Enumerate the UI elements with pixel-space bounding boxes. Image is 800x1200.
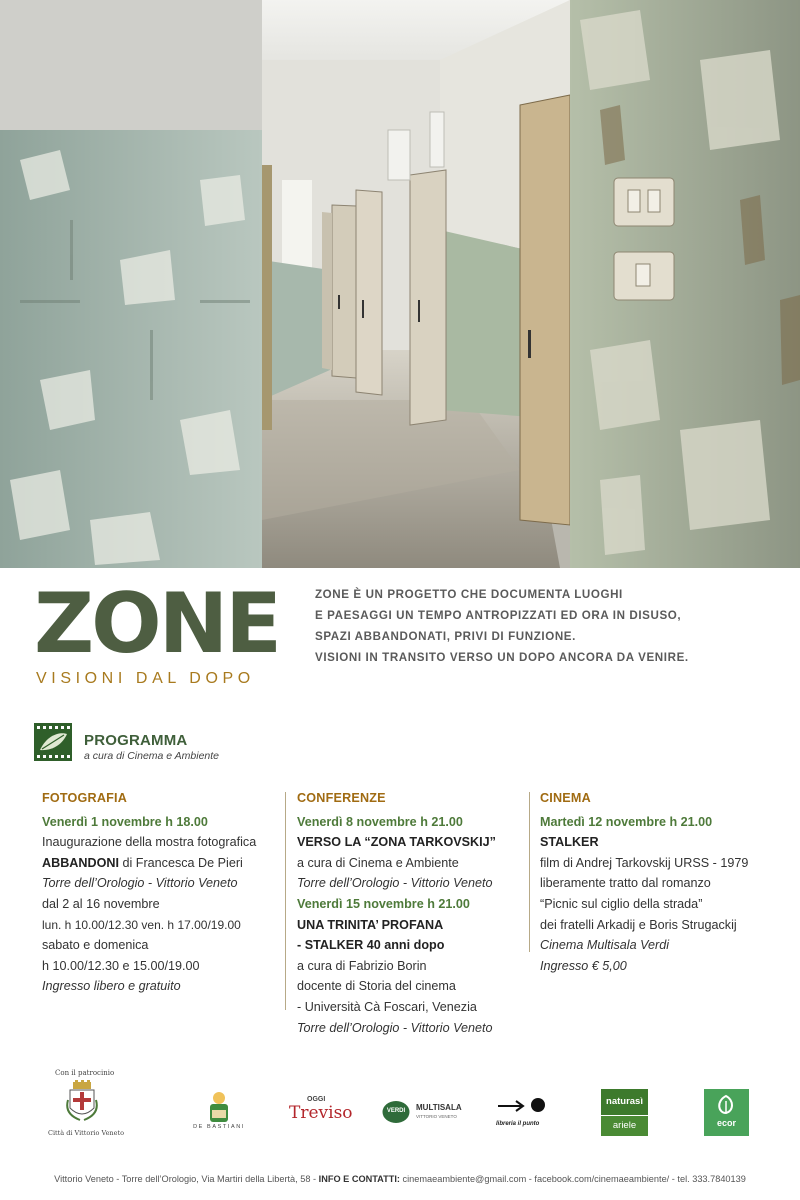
ecor-leaf-icon: [704, 1089, 749, 1119]
event-line: dal 2 al 16 novembre: [42, 896, 160, 911]
event-line: liberamente tratto dal romanzo: [540, 876, 711, 891]
film-leaf-icon: [34, 723, 72, 761]
intro-line: SPAZI ABBANDONATI, PRIVI DI FUNZIONE.: [315, 630, 576, 643]
verdi-label: VERDI: [386, 1108, 406, 1114]
cinema-e-ambiente-logo: [34, 723, 72, 761]
vittorio-veneto-crest-logo: [66, 1080, 98, 1131]
footer-address: Vittorio Veneto - Torre dell’Orologio, Via Martiri della Libertà, 58 -: [54, 1174, 319, 1184]
event-line: sabato e domenica: [42, 938, 149, 953]
event-line: docente di Storia del cinema: [297, 979, 456, 994]
footer-info-label: INFO E CONTATTI:: [318, 1174, 400, 1184]
cinema-heading: CINEMA: [540, 791, 591, 805]
bastiani-label: DE BASTIANI: [193, 1124, 245, 1130]
intro-line: ZONE È UN PROGETTO CHE DOCUMENTA LUOGHI: [315, 588, 623, 601]
event-curator: a cura di Fabrizio Borin: [297, 958, 427, 973]
intro-line: VISIONI IN TRANSITO VERSO UN DOPO ANCORA DA VENIRE.: [315, 651, 689, 664]
zone-title: ZONE: [34, 575, 279, 672]
ariele-label: ariele: [601, 1115, 648, 1136]
event-title: STALKER: [540, 835, 599, 850]
oggi-label: OGGI: [307, 1096, 326, 1103]
event-title: ABBANDONI: [42, 855, 119, 870]
fotografia-heading: FOTOGRAFIA: [42, 791, 128, 805]
coat-of-arms-icon: [66, 1080, 98, 1126]
arrow-dot-icon: [496, 1098, 548, 1114]
intro-text: [315, 584, 785, 668]
event-hours: lun. h 10.00/12.30 ven. h 17.00/19.00: [42, 917, 241, 932]
event-venue: Cinema Multisala Verdi: [540, 938, 670, 953]
conferenze-column: [297, 788, 519, 1038]
event-hours: h 10.00/12.30 e 15.00/19.00: [42, 958, 200, 973]
naturasi-label: naturasì: [601, 1089, 648, 1115]
event-author: di Francesca De Pieri: [118, 855, 243, 870]
event-date: Martedì 12 novembre h 21.00: [540, 814, 713, 829]
programma-title: PROGRAMMA: [84, 732, 188, 749]
footer-contact-details: cinemaeambiente@gmail.com - facebook.com/cinemaeambiente/ - tel. 333.7840139: [399, 1174, 746, 1184]
libreria-il-punto-logo: [496, 1098, 556, 1127]
footer-contacts: [0, 1174, 800, 1184]
intro-line: E PAESAGGI UN TEMPO ANTROPIZZATI ED ORA IN DISUSO,: [315, 609, 682, 622]
event-line: dei fratelli Arkadij e Boris Strugackij: [540, 917, 737, 932]
multisala-sub-label: VITTORIO VENETO: [416, 1114, 457, 1119]
conferenze-heading: CONFERENZE: [297, 791, 386, 805]
oggi-treviso-logo: [289, 1096, 353, 1122]
de-bastiani-logo: [190, 1090, 248, 1141]
treviso-label: Treviso: [289, 1103, 353, 1123]
event-title: - STALKER 40 anni dopo: [297, 938, 445, 953]
programma-subtitle: a cura di Cinema e Ambiente: [84, 750, 220, 762]
event-title: UNA TRINITA’ PROFANA: [297, 917, 444, 932]
event-curator: a cura di Cinema e Ambiente: [297, 855, 459, 870]
patrocinio-label: Con il patrocinio: [55, 1069, 115, 1077]
event-entry: Ingresso € 5,00: [540, 958, 627, 973]
event-entry: Ingresso libero e gratuito: [42, 979, 181, 994]
event-venue: Torre dell’Orologio - Vittorio Veneto: [42, 876, 238, 891]
column-divider: [529, 792, 530, 952]
event-title-line: [42, 853, 278, 874]
cinema-column: [540, 788, 770, 976]
zone-subtitle: VISIONI DAL DOPO: [36, 670, 255, 687]
libreria-label: libreria il punto: [496, 1121, 540, 1127]
multisala-verdi-logo: [382, 1100, 462, 1129]
event-line: Inaugurazione della mostra fotografica: [42, 835, 257, 850]
event-title: VERSO LA “ZONA TARKOVSKIJ”: [297, 835, 496, 850]
ecor-logo: [704, 1089, 749, 1136]
fotografia-column: [42, 788, 278, 997]
naturasi-ariele-logo: [601, 1089, 648, 1135]
multisala-label: MULTISALA: [416, 1103, 462, 1112]
event-date: Venerdì 15 novembre h 21.00: [297, 896, 470, 911]
event-date: Venerdì 8 novembre h 21.00: [297, 814, 463, 829]
event-line: “Picnic sul ciglio della strada”: [540, 896, 703, 911]
event-line: - Università Cà Foscari, Venezia: [297, 999, 477, 1014]
event-date: Venerdì 1 novembre h 18.00: [42, 814, 208, 829]
event-venue: Torre dell’Orologio - Vittorio Veneto: [297, 1020, 493, 1035]
column-divider: [285, 792, 286, 1010]
citta-label: Città di Vittorio Veneto: [48, 1129, 124, 1137]
abandoned-corridor-image: [0, 0, 800, 568]
hero-photo: [0, 0, 800, 568]
event-venue: Torre dell’Orologio - Vittorio Veneto: [297, 876, 493, 891]
ecor-label: ecor: [716, 1118, 736, 1128]
event-line: film di Andrej Tarkovskij URSS - 1979: [540, 855, 749, 870]
